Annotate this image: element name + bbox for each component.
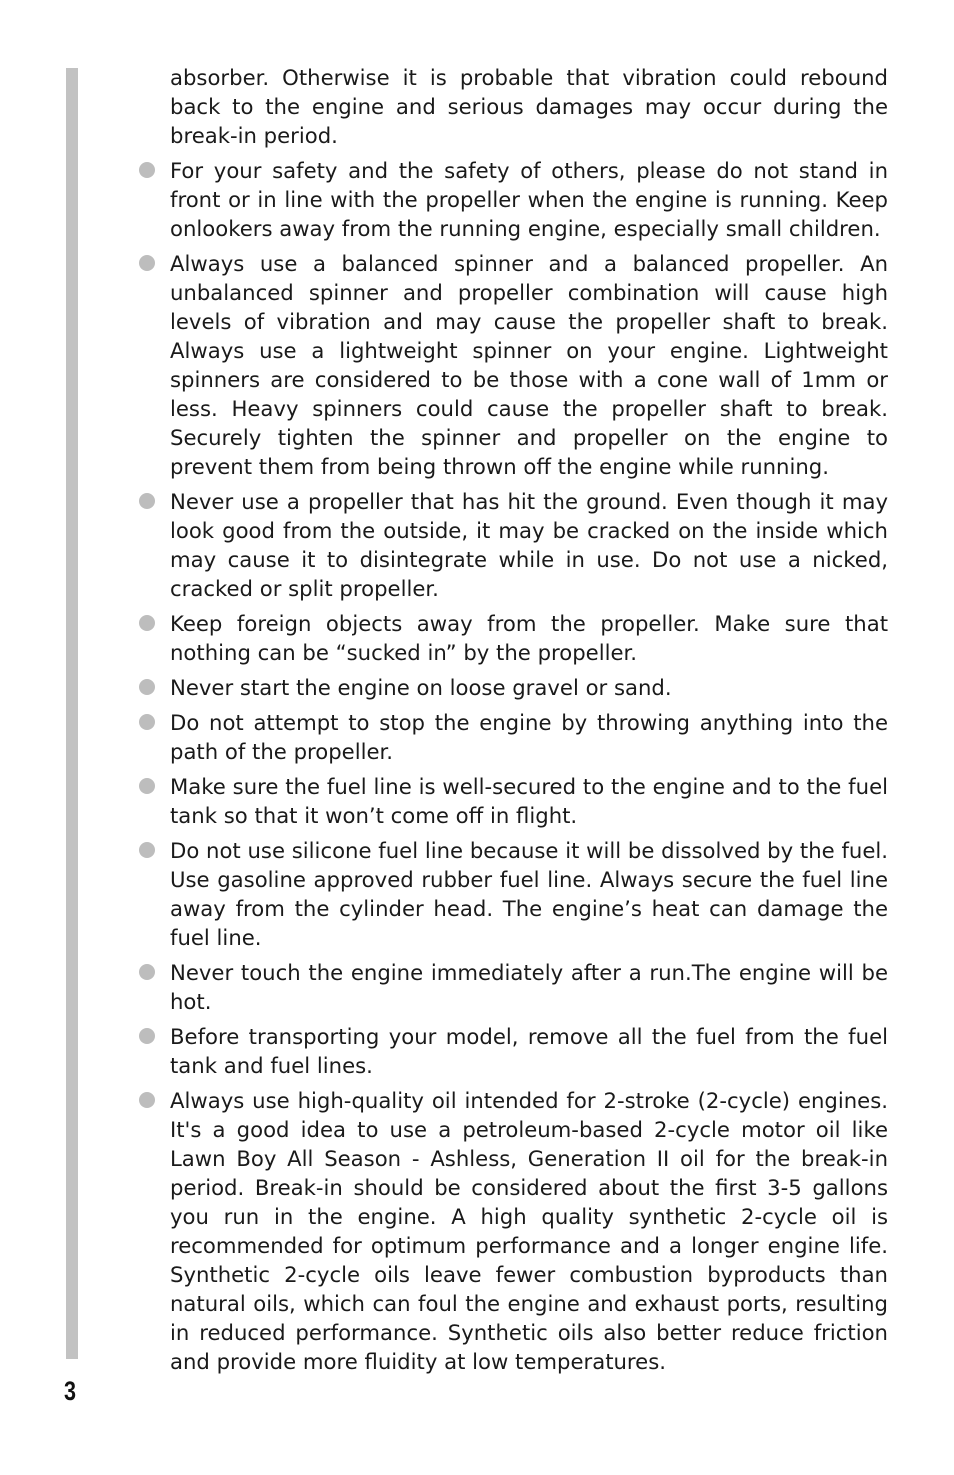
bullet-text: For your safety and the safety of others, please do not stand in front or in line with the propeller when the engine is running. Keep onlookers away from the running engine, especially small children. [170,158,888,241]
bullet-icon [139,964,155,980]
bullet-icon [139,842,155,858]
bullet-item [170,708,888,766]
bullet-item [170,958,888,1016]
bullet-text: Before transporting your model, remove all the fuel from the fuel tank and fuel lines. [170,1024,888,1078]
bullet-text: Never start the engine on loose gravel or sand. [170,675,672,700]
bullet-text: Always use high-quality oil intended for 2-stroke (2-cycle) engines. It's a good idea to use a petroleum-based 2-cycle motor oil like Lawn Boy All Season - Ashless, Generation II oil for the break-in period. Break-in should be considered about the first 3-5 gallons you run in the engine. A high quality synthetic 2-cycle oil is recommended for optimum performance and a longer engine life. Synthetic 2-cycle oils leave fewer combustion byproducts than natural oils, which can foul the engine and exhaust ports, resulting in reduced performance. Synthetic oils also better reduce friction and provide more fluidity at low temperatures. [170,1088,888,1374]
bullet-text: Keep foreign objects away from the propeller. Make sure that nothing can be “sucked in” by the propeller. [170,611,888,665]
bullet-text: Do not use silicone fuel line because it will be dissolved by the fuel. Use gasoline approved rubber fuel line. Always secure the fuel line away from the cylinder head. The engine’s heat can damage the fuel line. [170,838,888,950]
bullet-item [170,1022,888,1080]
bullet-item [170,772,888,830]
bullet-item [170,836,888,952]
page-number: 3 [64,1376,77,1406]
bullet-icon [139,493,155,509]
bullet-item [170,673,888,702]
bullet-icon [139,1028,155,1044]
bullet-icon [139,714,155,730]
bullet-text: Do not attempt to stop the engine by throwing anything into the path of the propeller. [170,710,888,764]
bullet-text: Make sure the fuel line is well-secured to the engine and to the fuel tank so that it won’t come off in flight. [170,774,888,828]
bullet-text: Never use a propeller that has hit the ground. Even though it may look good from the outside, it may be cracked on the inside which may cause it to disintegrate while in use. Do not use a nicked, cracked or split propeller. [170,489,888,601]
continuation-paragraph: absorber. Otherwise it is probable that vibration could rebound back to the engine and serious damages may occur during the break-in period. [170,65,888,148]
bullet-item [170,487,888,603]
bullet-item [170,156,888,243]
bullet-icon [139,679,155,695]
bullet-icon [139,615,155,631]
bullet-icon [139,162,155,178]
page-content [170,63,888,1382]
bullet-icon [139,255,155,271]
bullet-text: Always use a balanced spinner and a balanced propeller. An unbalanced spinner and propeller combination will cause high levels of vibration and may cause the propeller shaft to break. Always use a lightweight spinner on your engine. Lightweight spinners are considered to be those with a cone wall of 1mm or less. Heavy spinners could cause the propeller shaft to break. Securely tighten the spinner and propeller on the engine to prevent them from being thrown off the engine while running. [170,251,888,479]
bullet-text: Never touch the engine immediately after a run.The engine will be hot. [170,960,888,1014]
bullet-item [170,1086,888,1376]
bullet-icon [139,1092,155,1108]
bullet-icon [139,778,155,794]
bullet-item [170,249,888,481]
bullet-item [170,609,888,667]
side-margin-bar [66,68,78,1359]
